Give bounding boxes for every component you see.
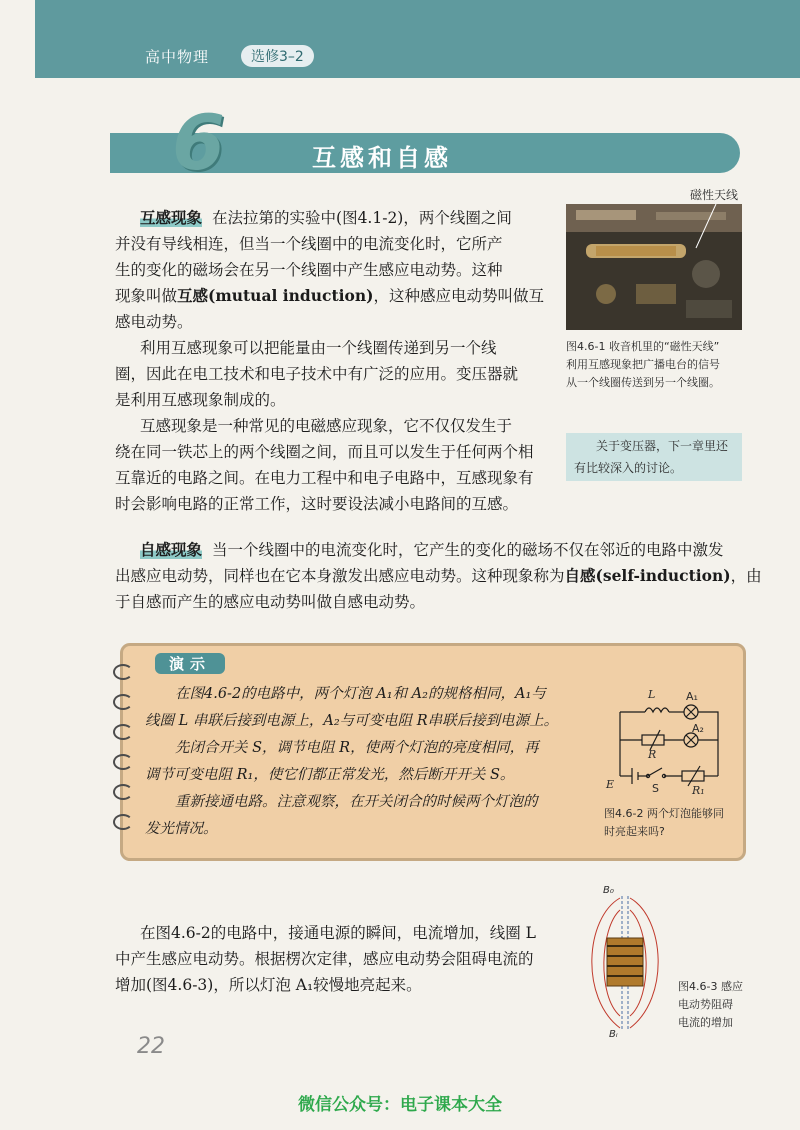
mutual-text-4a: 现象叫做 (115, 287, 178, 305)
mutual-term: 互感现象 (140, 208, 203, 227)
demo-tag: 演示 (155, 653, 225, 674)
demo-line-6: 发光情况。 (145, 821, 218, 837)
mutual-line-8: 是利用互感现象制成的。 (115, 391, 286, 409)
transformer-note (566, 433, 742, 481)
self-text-1: 当一个线圈中的电流变化时，它产生的变化的磁场不仅在邻近的电路中激发 (212, 541, 724, 559)
demo-line-3: 先闭合开关 S，调节电阻 R，使两个灯泡的亮度相同，再 (175, 740, 539, 756)
self-line-2 (115, 563, 762, 589)
label-Bi: Bᵢ (609, 1029, 618, 1040)
fig2-caption-2: 时亮起来吗? (604, 825, 665, 838)
demo-line-1: 在图4.6-2的电路中，两个灯泡 A₁和 A₂的规格相同，A₁与 (175, 686, 546, 702)
volume-badge: 选修3–2 (241, 45, 314, 67)
fig3-caption-1: 图4.6-3 感应 (678, 980, 743, 993)
demo-line-2: 线圈 L 串联后接到电源上，A₂与可变电阻 R串联后接到电源上。 (145, 713, 559, 729)
mutual-line-12: 时会影响电路的正常工作，这时要设法减小电路间的互感。 (115, 495, 519, 513)
header-bar (35, 0, 800, 78)
footer-watermark: 微信公众号：电子课本大全 (298, 1095, 502, 1115)
mutual-line-1 (140, 205, 512, 231)
binder-ring (113, 694, 133, 710)
label-A2: A₂ (692, 722, 704, 735)
label-L: L (648, 688, 656, 701)
note-line-1: 关于变压器，下一章里还 (596, 439, 729, 453)
mutual-line-11: 互靠近的电路之间。在电力工程中和电子电路中，互感现象有 (115, 469, 534, 487)
mutual-line-3: 生的变化的磁场会在另一个线圈中产生感应电动势。这种 (115, 261, 503, 279)
mutual-line-2: 并没有导线相连，但当一个线圈中的电流变化时，它所产 (115, 235, 503, 253)
fig1-caption-1: 图4.6-1 收音机里的“磁性天线” (566, 340, 720, 353)
binder-ring (113, 754, 133, 770)
label-S: S (652, 782, 659, 795)
mutual-defined-term: 互感(mutual induction) (177, 286, 374, 305)
self-defined-term: 自感(self-induction) (564, 566, 731, 585)
mutual-line-9: 互感现象是一种常见的电磁感应现象，它不仅仅发生于 (140, 417, 513, 435)
mutual-line-10: 绕在同一铁芯上的两个线圈之间，而且可以发生于任何两个相 (115, 443, 534, 461)
demo-line-4: 调节可变电阻 R₁，使它们都正常发光，然后断开开关 S。 (145, 767, 515, 783)
mutual-line-5: 感电动势。 (115, 313, 193, 331)
circuit-diagram (600, 680, 730, 800)
fig1-label: 磁性天线 (690, 188, 739, 202)
mutual-line-6: 利用互感现象可以把能量由一个线圈传递到另一个线 (140, 339, 497, 357)
mutual-line-7: 圈，因此在电工技术和电子技术中有广泛的应用。变压器就 (115, 365, 519, 383)
mutual-line-4 (115, 283, 544, 309)
self-line-3: 于自感而产生的感应电动势叫做自感电动势。 (115, 593, 426, 611)
binder-ring (113, 664, 133, 680)
self-line-1 (140, 537, 724, 563)
mutual-text-1: 在法拉第的实验中(图4.1-2)，两个线圈之间 (212, 209, 512, 227)
label-E: E (606, 778, 615, 791)
final-line-3: 增加(图4.6-3)，所以灯泡 A₁较慢地亮起来。 (115, 976, 422, 994)
section-number: 6 (172, 98, 225, 187)
label-R1: R₁ (692, 784, 705, 797)
note-line-2: 有比较深入的讨论。 (574, 461, 683, 475)
self-term: 自感现象 (140, 540, 203, 559)
fig2-caption-1: 图4.6-2 两个灯泡能够同 (604, 807, 724, 820)
binder-ring (113, 724, 133, 740)
fig1-caption-3: 从一个线圈传送到另一个线圈。 (566, 376, 720, 389)
self-text-2b: ，由 (730, 567, 762, 585)
section-title: 互感和自感 (312, 143, 452, 172)
binder-ring (113, 784, 133, 800)
book-title: 高中物理 (145, 48, 210, 66)
fig3-caption-3: 电流的增加 (678, 1016, 733, 1029)
fig3-caption-2: 电动势阻碍 (678, 998, 733, 1011)
label-A1: A₁ (686, 690, 698, 703)
page-number: 22 (137, 1034, 165, 1059)
final-line-1: 在图4.6-2的电路中，接通电源的瞬间，电流增加，线圈 L (140, 924, 536, 942)
radio-antenna-photo (566, 204, 742, 330)
self-text-2a: 出感应电动势，同样也在它本身激发出感应电动势。这种现象称为 (115, 567, 565, 585)
label-R: R (648, 748, 657, 761)
label-B0: B₀ (603, 885, 614, 896)
final-line-2: 中产生感应电动势。根据楞次定律，感应电动势会阻碍电流的 (115, 950, 534, 968)
mutual-text-4b: ，这种感应电动势叫做互 (373, 287, 544, 305)
binder-ring (113, 814, 133, 830)
fig1-caption-2: 利用互感现象把广播电台的信号 (566, 358, 720, 371)
coil-field-diagram (575, 885, 675, 1040)
demo-line-5: 重新接通电路。注意观察，在开关闭合的时候两个灯泡的 (175, 794, 538, 810)
